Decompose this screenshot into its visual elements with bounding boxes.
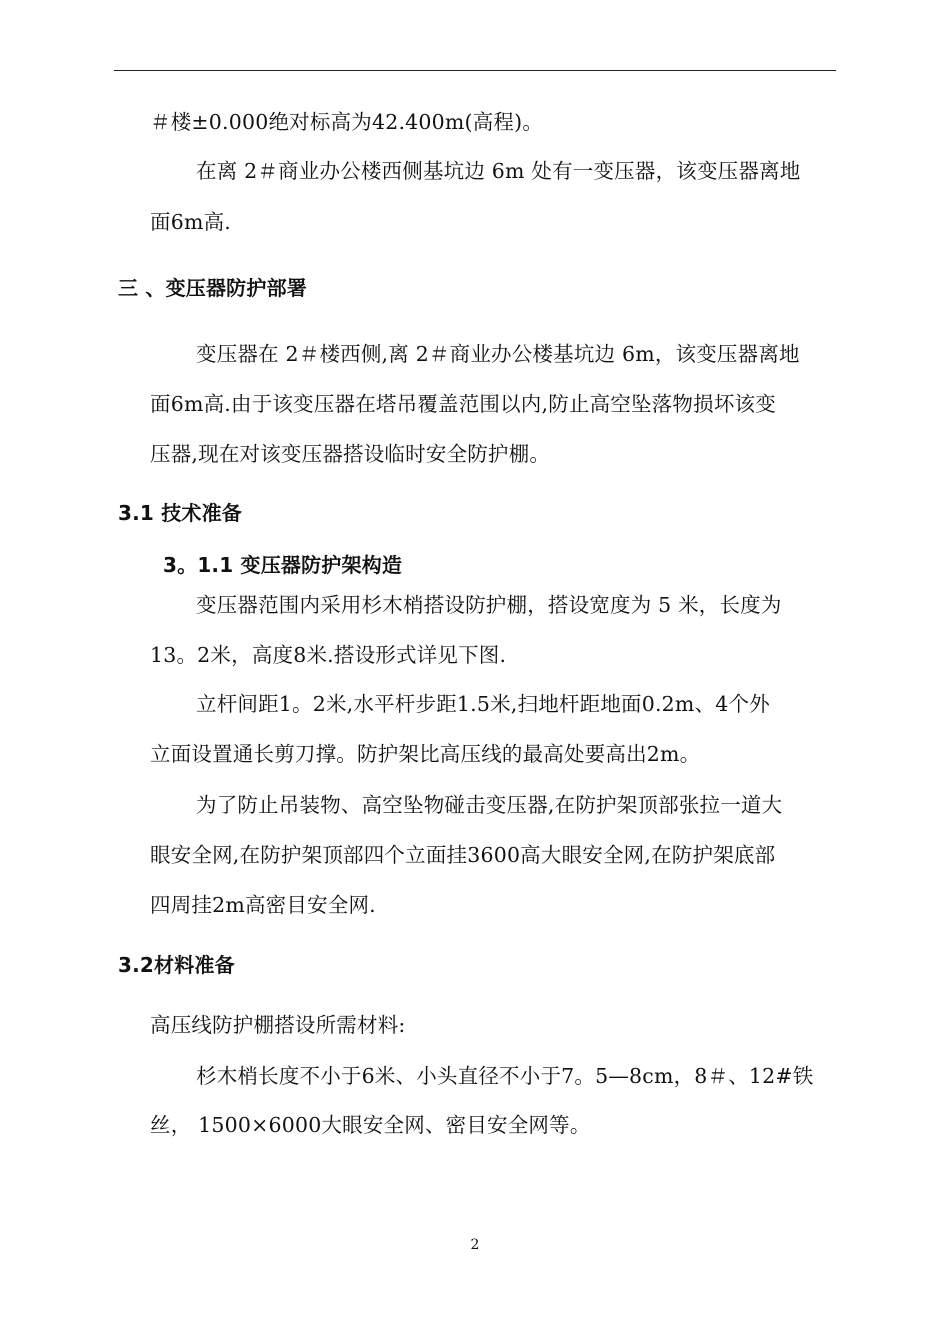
paragraph-text-line: 四周挂2m高密目安全网.: [150, 893, 376, 917]
page-number: 2: [470, 1237, 480, 1253]
paragraph-text-line: 杉木梢长度不小于6米、小头直径不小于7。5—8cm，8＃、12#铁: [196, 1064, 814, 1088]
paragraph-text-line: 丝， 1500×6000大眼安全网、密目安全网等。: [150, 1113, 591, 1137]
subsection-heading: 3.1 技术准备: [118, 501, 242, 525]
paragraph-text-line: 13。2米，高度8米.搭设形式详见下图.: [150, 643, 507, 667]
paragraph-text-line: 立面设置通长剪刀撑。防护架比高压线的最高处要高出2m。: [150, 742, 701, 766]
paragraph-text-line: 高压线防护棚搭设所需材料:: [150, 1013, 406, 1037]
sub-subsection-heading: 3。1.1 变压器防护架构造: [163, 553, 403, 577]
body-text-line: ＃楼±0.000绝对标高为42.400m(高程)。: [150, 110, 544, 134]
paragraph-text-line: 眼安全网,在防护架顶部四个立面挂3600高大眼安全网,在防护架底部: [150, 843, 776, 867]
subsection-heading: 3.2材料准备: [118, 953, 235, 977]
paragraph-text-line: 压器,现在对该变压器搭设临时安全防护棚。: [150, 442, 551, 466]
paragraph-text-line: 为了防止吊装物、高空坠物碰击变压器,在防护架顶部张拉一道大: [196, 793, 783, 817]
paragraph-text-line: 变压器在 2＃楼西侧,离 2＃商业办公楼基坑边 6m，该变压器离地: [196, 342, 800, 366]
paragraph-text-line: 面6m高.由于该变压器在塔吊覆盖范围以内,防止高空坠落物损坏该变: [150, 392, 776, 416]
section-heading: 三 、变压器防护部署: [118, 276, 307, 300]
paragraph-text-line: 变压器范围内采用杉木梢搭设防护棚，搭设宽度为 5 米，长度为: [196, 593, 782, 617]
paragraph-text-line: 面6m高.: [150, 210, 231, 234]
paragraph-text-line: 立杆间距1。2米,水平杆步距1.5米,扫地杆距地面0.2m、4个外: [196, 692, 770, 716]
header-rule: [114, 70, 836, 71]
paragraph-text-line: 在离 2＃商业办公楼西侧基坑边 6m 处有一变压器，该变压器离地: [196, 159, 801, 183]
